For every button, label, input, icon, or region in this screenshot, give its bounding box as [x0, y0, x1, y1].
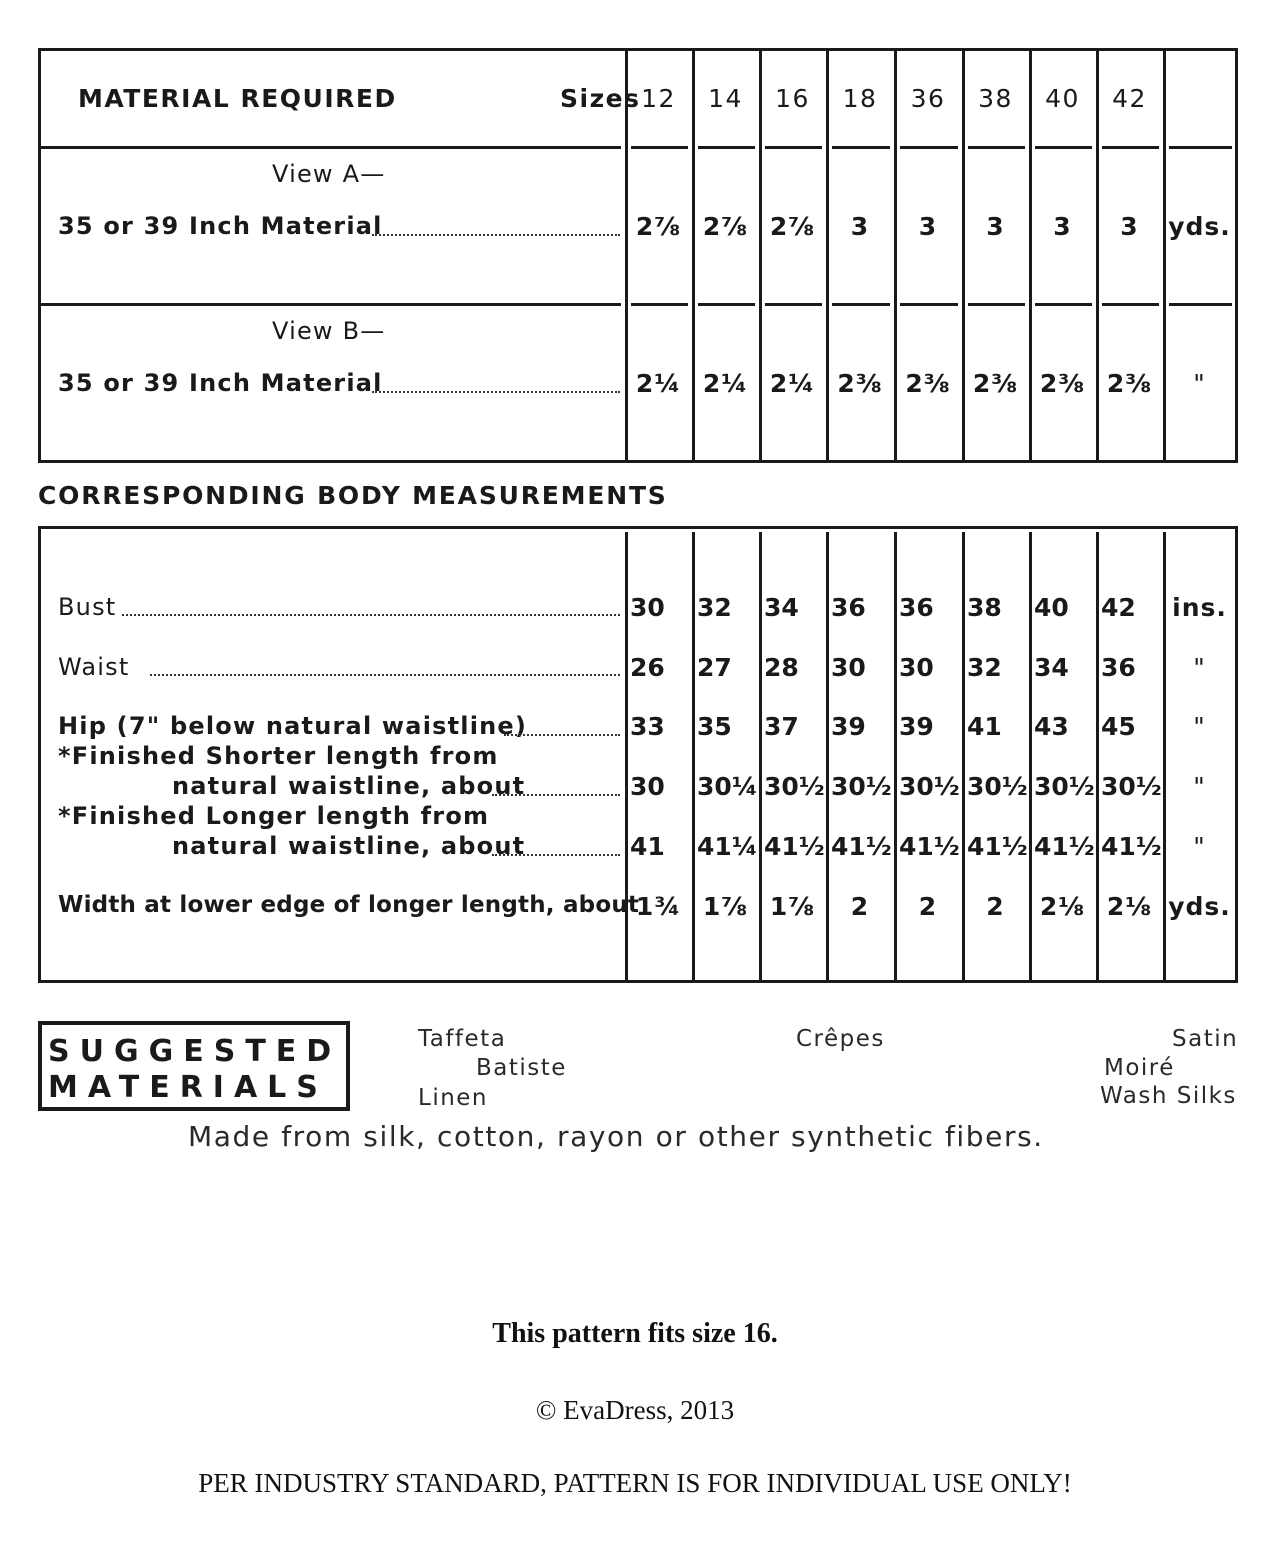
material-view-a-value: 2⅞: [635, 212, 682, 241]
longer-length-value: 41: [630, 832, 665, 861]
material-unit: yds.: [1168, 212, 1231, 241]
size-header-38: 38: [978, 84, 1013, 113]
hip-unit: ": [1193, 712, 1206, 741]
material-view-b-value: 2⅜: [905, 369, 951, 398]
usage-notice: PER INDUSTRY STANDARD, PATTERN IS FOR INDIVIDUAL USE ONLY!: [198, 1468, 1072, 1498]
suggested-materials-box: [38, 1021, 350, 1111]
longer-length-value: 41½: [1101, 832, 1162, 861]
material-column-line-4: [826, 50, 829, 461]
fabric-linen: Linen: [418, 1085, 489, 1111]
width-value: 2⅛: [1106, 892, 1153, 921]
hip-value: 33: [630, 712, 665, 741]
view-a-label: View A—: [272, 160, 386, 188]
width-value: 1⅞: [702, 892, 749, 921]
hip-value: 35: [697, 712, 732, 741]
bust-label: Bust: [58, 593, 117, 621]
material-column-line-3: [759, 50, 762, 461]
view-a-material-label: 35 or 39 Inch Material: [58, 212, 383, 240]
shorter-length-value: 30: [630, 772, 665, 801]
material-column-line-8: [1096, 50, 1099, 461]
materials-note: Made from silk, cotton, rayon or other synthetic fibers.: [188, 1120, 1044, 1153]
waist-unit: ": [1193, 653, 1206, 682]
view-a-rule-5: [900, 303, 958, 306]
shorter-length-value: 30½: [764, 772, 825, 801]
bust-value: 36: [899, 593, 934, 622]
material-column-line-7: [1029, 50, 1032, 461]
sizes-label: Sizes: [560, 84, 641, 113]
fabric-satin: Satin: [1172, 1026, 1239, 1052]
fabric-wash-silks: Wash Silks: [1100, 1083, 1237, 1109]
width-value: 1¾: [635, 892, 682, 921]
material-view-a-value: 3: [986, 212, 1005, 241]
header-rule-9: [1169, 146, 1232, 149]
view-b-material-label: 35 or 39 Inch Material: [58, 369, 383, 397]
view-a-rule-6: [968, 303, 1025, 306]
material-view-a-value: 2⅞: [769, 212, 816, 241]
material-view-a-value: 2⅞: [702, 212, 749, 241]
width-value: 2: [986, 892, 1005, 921]
material-column-line-5: [894, 50, 897, 461]
hip-leader: [504, 734, 620, 736]
view-a-rule-9: [1169, 303, 1232, 306]
bust-value: 30: [630, 593, 665, 622]
header-rule-6: [968, 146, 1025, 149]
waist-value: 36: [1101, 653, 1136, 682]
hip-value: 41: [967, 712, 1002, 741]
view-a-rule-1: [631, 303, 688, 306]
longer-length-value: 41½: [967, 832, 1028, 861]
material-view-b-value: 2⅜: [1106, 369, 1153, 398]
shorter-length-value: 30¼: [697, 772, 758, 801]
size-header-42: 42: [1112, 84, 1147, 113]
bust-value: 36: [831, 593, 866, 622]
header-rule-7: [1035, 146, 1092, 149]
view-a-rule-2: [698, 303, 755, 306]
width-label: Width at lower edge of longer length, about: [58, 892, 640, 918]
hip-value: 39: [831, 712, 866, 741]
material-view-b-value: 2⅜: [837, 369, 883, 398]
waist-value: 26: [630, 653, 665, 682]
waist-leader: [150, 674, 620, 676]
bust-value: 40: [1034, 593, 1069, 622]
size-header-12: 12: [641, 84, 676, 113]
header-rule-4: [832, 146, 890, 149]
longer-length-value: 41½: [764, 832, 825, 861]
material-required-title: MATERIAL REQUIRED: [78, 84, 397, 113]
waist-value: 32: [967, 653, 1002, 682]
shorter-length-label-2: natural waistline, about: [172, 772, 526, 800]
width-value: 2: [850, 892, 870, 921]
header-label-rule: [40, 146, 621, 149]
view-a-rule-4: [832, 303, 890, 306]
waist-value: 30: [899, 653, 934, 682]
fabric-batiste: Batiste: [476, 1055, 567, 1081]
body-measurements-title: CORRESPONDING BODY MEASUREMENTS: [38, 481, 668, 510]
material-view-a-value: 3: [1053, 212, 1072, 241]
hip-label: Hip (7" below natural waistline): [58, 712, 528, 740]
waist-value: 30: [831, 653, 866, 682]
bust-unit: ins.: [1172, 593, 1227, 622]
view-b-leader: [372, 391, 620, 393]
header-rule-8: [1102, 146, 1159, 149]
shorter-length-value: 30½: [831, 772, 892, 801]
longer-length-unit: ": [1193, 832, 1206, 861]
size-header-16: 16: [775, 84, 810, 113]
hip-value: 45: [1101, 712, 1136, 741]
header-rule-1: [631, 146, 688, 149]
header-rule-5: [900, 146, 958, 149]
bust-leader: [122, 614, 620, 616]
shorter-length-value: 30½: [1101, 772, 1162, 801]
fabric-moire: Moiré: [1104, 1055, 1175, 1081]
suggested-title-line-1: SUGGESTED: [48, 1034, 342, 1069]
shorter-leader: [492, 794, 620, 796]
size-header-18: 18: [842, 84, 878, 113]
view-a-leader: [372, 234, 620, 236]
waist-value: 34: [1034, 653, 1069, 682]
view-a-label-rule: [40, 303, 621, 306]
bust-value: 42: [1101, 593, 1136, 622]
longer-length-value: 41½: [899, 832, 960, 861]
view-a-rule-7: [1035, 303, 1092, 306]
material-view-b-value: 2¼: [769, 369, 816, 398]
shorter-length-unit: ": [1193, 772, 1206, 801]
bust-value: 34: [764, 593, 799, 622]
waist-value: 27: [697, 653, 732, 682]
material-view-b-value: 2⅜: [972, 369, 1019, 398]
suggested-title-line-2: MATERIALS: [48, 1070, 328, 1105]
longer-length-label-1: *Finished Longer length from: [58, 802, 490, 830]
waist-value: 28: [764, 653, 799, 682]
waist-label: Waist: [58, 653, 130, 681]
view-a-rule-8: [1102, 303, 1159, 306]
hip-value: 39: [899, 712, 934, 741]
shorter-length-value: 30½: [967, 772, 1028, 801]
width-unit: yds.: [1168, 892, 1231, 921]
material-view-b-value: 2¼: [702, 369, 749, 398]
material-column-line-9: [1163, 50, 1166, 461]
material-column-line-6: [962, 50, 965, 461]
header-rule-2: [698, 146, 755, 149]
body-column-line-4: [826, 532, 829, 980]
material-column-line-2: [692, 50, 695, 461]
fabric-taffeta: Taffeta: [418, 1026, 507, 1052]
material-view-a-value: 3: [918, 212, 938, 241]
longer-length-value: 41½: [831, 832, 892, 861]
material-view-b-value: 2⅜: [1039, 369, 1086, 398]
material-view-b-value: 2¼: [635, 369, 682, 398]
width-value: 2: [918, 892, 938, 921]
size-header-40: 40: [1045, 84, 1080, 113]
fabric-crepes: Crêpes: [796, 1026, 885, 1052]
longer-length-label-2: natural waistline, about: [172, 832, 526, 860]
bust-value: 38: [967, 593, 1002, 622]
longer-leader: [492, 854, 620, 856]
longer-length-value: 41¼: [697, 832, 758, 861]
width-value: 1⅞: [769, 892, 816, 921]
hip-value: 37: [764, 712, 799, 741]
hip-value: 43: [1034, 712, 1069, 741]
material-unit: ": [1193, 369, 1206, 398]
material-view-a-value: 3: [850, 212, 870, 241]
pattern-fits-size: This pattern fits size 16.: [492, 1318, 778, 1349]
shorter-length-label-1: *Finished Shorter length from: [58, 742, 499, 770]
header-rule-3: [765, 146, 822, 149]
size-header-14: 14: [708, 84, 743, 113]
material-view-a-value: 3: [1120, 212, 1139, 241]
shorter-length-value: 30½: [899, 772, 960, 801]
copyright: © EvaDress, 2013: [535, 1395, 735, 1425]
shorter-length-value: 30½: [1034, 772, 1095, 801]
bust-value: 32: [697, 593, 732, 622]
longer-length-value: 41½: [1034, 832, 1095, 861]
body-column-line-5: [894, 532, 897, 980]
view-a-rule-3: [765, 303, 822, 306]
size-header-36: 36: [910, 84, 946, 113]
view-b-label: View B—: [272, 317, 386, 345]
width-value: 2⅛: [1039, 892, 1086, 921]
